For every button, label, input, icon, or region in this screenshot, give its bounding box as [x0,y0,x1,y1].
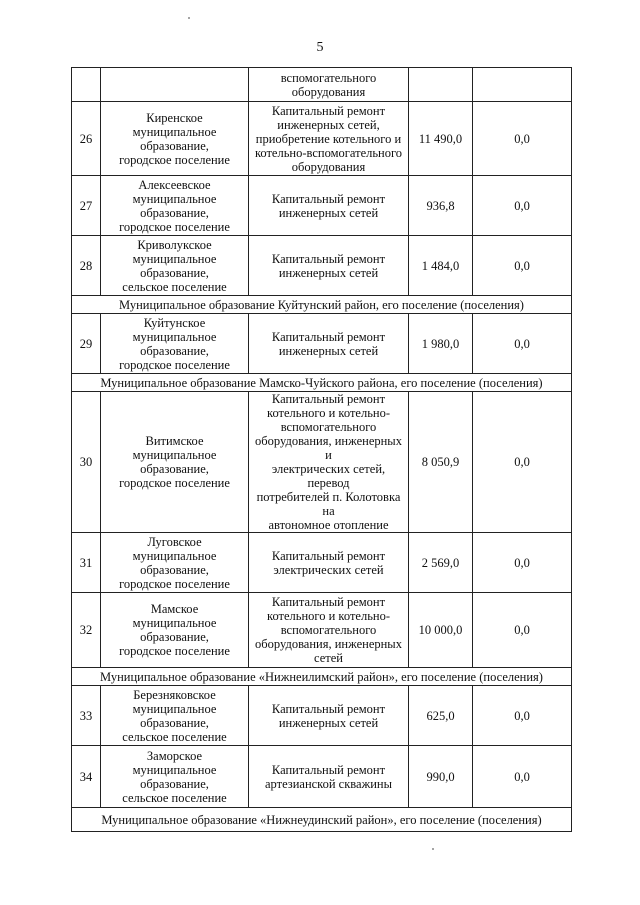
municipality-cell [101,593,249,668]
table-row [72,746,572,808]
amount-cell: 625,0 [409,686,473,746]
scan-speck [432,848,434,850]
work-description-cell [249,314,409,374]
work-description-cell [249,686,409,746]
municipality-line: муниципальное [132,191,217,206]
work-line: приобретение котельного и [255,131,402,146]
work-description-cell [249,176,409,236]
municipality-cell [101,102,249,176]
municipality-cell [101,176,249,236]
funding-table [71,67,572,832]
municipality-line: муниципальное [132,548,217,563]
amount-cell: 8 050,9 [409,392,473,533]
work-line: Капитальный ремонт [271,103,386,118]
work-line: инженерных сетей [278,715,379,730]
municipality-line: образование, [140,205,209,220]
other-amount-cell: 0,0 [473,686,572,746]
municipality-line: сельское поселение [122,279,227,294]
section-header-row [72,668,572,686]
municipality-cell [101,68,249,102]
section-header-row [72,808,572,832]
municipality-line: муниципальное [132,616,217,630]
section-header-row [72,374,572,392]
municipality-line: муниципальное [132,329,217,344]
amount-cell: 936,8 [409,176,473,236]
municipality-line: сельское поселение [122,729,227,744]
municipality-line: образование, [140,715,209,730]
work-line: инженерных сетей [278,265,379,280]
row-number-cell: 31 [72,533,101,593]
municipality-line: Заморское [146,748,203,763]
section-title: Муниципальное образование «Нижнеудинский район», его поселение (поселения) [72,808,572,832]
municipality-line: Киренское [146,110,203,125]
municipality-line: Мамское [150,602,199,616]
row-number-cell: 26 [72,102,101,176]
other-amount-cell: 0,0 [473,593,572,668]
row-number-cell: 28 [72,236,101,296]
municipality-line: образование, [140,343,209,358]
row-number-cell: 34 [72,746,101,808]
work-description-cell [249,533,409,593]
row-number-cell: 27 [72,176,101,236]
work-line: вспомогательного [280,420,377,434]
work-line: котельно-вспомогательного [254,145,403,160]
table-row [72,314,572,374]
amount-cell: 1 484,0 [409,236,473,296]
municipality-line: городское поселение [119,576,230,591]
table-row [72,686,572,746]
work-line: электрических сетей, перевод [271,462,386,490]
municipality-line: Луговское [147,534,202,549]
other-amount-cell [473,68,572,102]
work-line: Капитальный ремонт [271,595,386,609]
work-description-cell [249,68,409,102]
municipality-line: Куйтунское [143,315,206,330]
work-line: оборудования, инженерных и [255,434,402,462]
other-amount-cell: 0,0 [473,746,572,808]
municipality-line: городское поселение [119,644,230,658]
work-line: Капитальный ремонт [271,329,386,344]
municipality-line: городское поселение [119,152,230,167]
amount-cell: 990,0 [409,746,473,808]
work-line: сетей [314,651,343,665]
work-line: инженерных сетей [278,205,379,220]
municipality-line: муниципальное [132,762,217,777]
work-description-cell [249,392,409,533]
row-number-cell: 29 [72,314,101,374]
table-row [72,392,572,533]
work-line: котельного и котельно- [267,406,390,420]
work-line: Капитальный ремонт [271,191,386,206]
work-line: вспомогательного [280,623,377,637]
municipality-cell [101,392,249,533]
municipality-cell [101,236,249,296]
work-line: Капитальный ремонт [271,701,386,716]
municipality-cell [101,686,249,746]
row-number-cell: 33 [72,686,101,746]
table-row [72,593,572,668]
work-line: оборудования [291,159,366,174]
other-amount-cell: 0,0 [473,102,572,176]
section-title: Муниципальное образование Мамско-Чуйского района, его поселение (поселения) [72,374,572,392]
municipality-line: городское поселение [119,357,230,372]
work-line: оборудования, инженерных [255,637,402,651]
municipality-line: образование, [140,562,209,577]
work-line: вспомогательного [280,70,377,85]
municipality-line: муниципальное [132,251,217,266]
table-row [72,102,572,176]
work-line: Капитальный ремонт [271,392,386,406]
municipality-line: образование, [140,462,209,476]
table-row [72,176,572,236]
municipality-cell [101,746,249,808]
work-description-cell [249,236,409,296]
municipality-line: образование, [140,138,209,153]
row-number-cell: 32 [72,593,101,668]
municipality-line: Алексеевское [138,177,211,192]
work-description-cell [249,746,409,808]
other-amount-cell: 0,0 [473,392,572,533]
row-number-cell [72,68,101,102]
other-amount-cell: 0,0 [473,236,572,296]
amount-cell: 2 569,0 [409,533,473,593]
work-line: электрических сетей [273,562,384,577]
other-amount-cell: 0,0 [473,533,572,593]
municipality-line: городское поселение [119,476,230,490]
scan-speck [188,17,190,19]
table-row [72,236,572,296]
work-line: оборудования [291,84,366,99]
table-body [72,68,572,832]
row-number-cell: 30 [72,392,101,533]
work-line: артезианской скважины [264,776,393,791]
other-amount-cell: 0,0 [473,176,572,236]
work-line: Капитальный ремонт [271,548,386,563]
work-line: потребителей п. Колотовка на [256,490,401,518]
municipality-line: муниципальное [132,448,217,462]
work-line: Капитальный ремонт [271,251,386,266]
municipality-line: образование, [140,265,209,280]
municipality-line: образование, [140,630,209,644]
work-line: автономное отопление [268,518,389,532]
continuation-row [72,68,572,102]
municipality-cell [101,314,249,374]
municipality-line: городское поселение [119,219,230,234]
municipality-line: Витимское [145,434,204,448]
section-title: Муниципальное образование «Нижнеилимский район», его поселение (поселения) [72,668,572,686]
amount-cell: 11 490,0 [409,102,473,176]
work-description-cell [249,102,409,176]
other-amount-cell: 0,0 [473,314,572,374]
municipality-line: Березняковское [133,687,216,702]
municipality-cell [101,533,249,593]
section-header-row [72,296,572,314]
work-line: инженерных сетей, [277,117,380,132]
municipality-line: муниципальное [132,124,217,139]
work-line: инженерных сетей [278,343,379,358]
municipality-line: сельское поселение [122,790,227,805]
amount-cell: 10 000,0 [409,593,473,668]
amount-cell: 1 980,0 [409,314,473,374]
table-row [72,533,572,593]
page-number: 5 [316,40,324,55]
amount-cell [409,68,473,102]
municipality-line: образование, [140,776,209,791]
section-title: Муниципальное образование Куйтунский район, его поселение (поселения) [72,296,572,314]
municipality-line: Криволукское [137,237,212,252]
work-description-cell [249,593,409,668]
work-line: котельного и котельно- [267,609,390,623]
work-line: Капитальный ремонт [271,762,386,777]
municipality-line: муниципальное [132,701,217,716]
